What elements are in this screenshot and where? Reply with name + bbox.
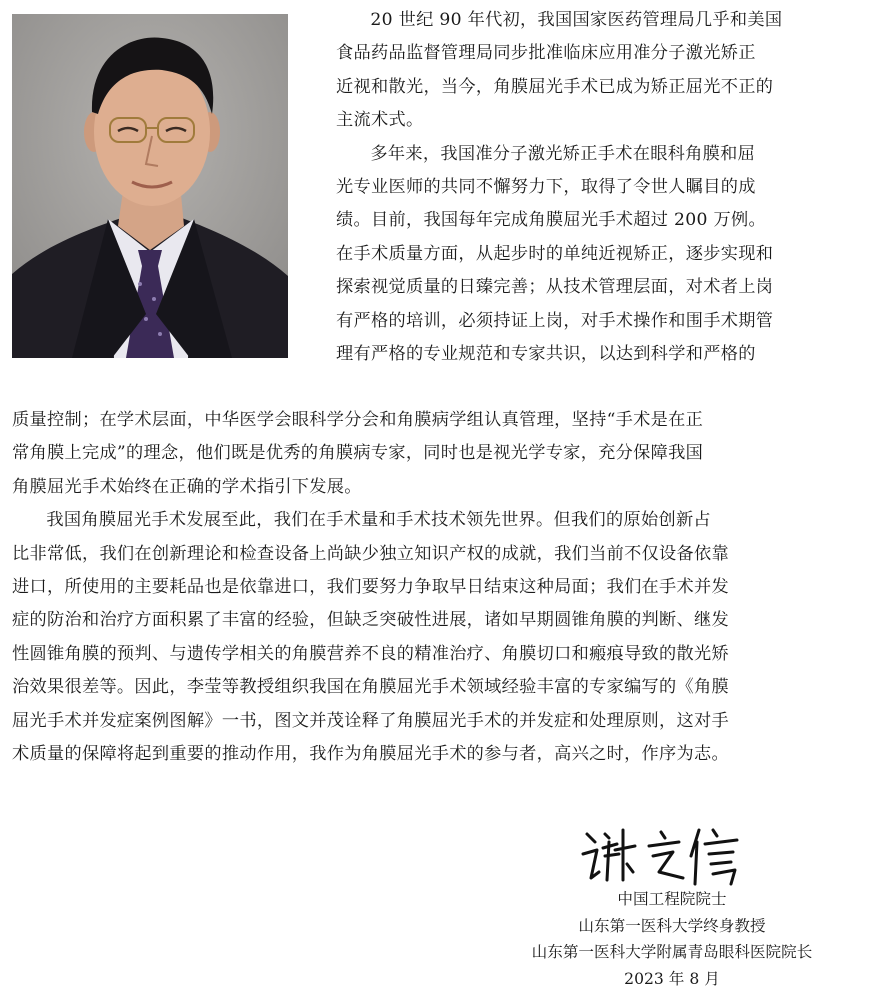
text-line: 症的防治和治疗方面积累了丰富的经验，但缺乏突破性进展，诸如早期圆锥角膜的判断、继发: [12, 610, 729, 631]
text-line: 多年来，我国准分子激光矫正手术在眼科角膜和屈: [370, 143, 756, 164]
text-line: 光专业医师的共同不懈努力下，取得了令世人瞩目的成: [336, 177, 756, 198]
text-line: 常角膜上完成”的理念，他们既是优秀的角膜病专家，同时也是视光学专家，充分保障我国: [12, 443, 704, 464]
text-line: 食品药品监督管理局同步批准临床应用准分子激光矫正: [336, 43, 756, 64]
paragraph-innovation: [12, 504, 868, 771]
author-credits: [470, 886, 874, 992]
text-line: 进口，所使用的主要耗品也是依靠进口，我们要努力争取早日结束这种局面；我们在手术并发: [12, 577, 729, 598]
text-line: 近视和散光，当今，角膜屈光手术已成为矫正屈光不正的: [336, 76, 774, 97]
text-line: 20 世纪 90 年代初，我国国家医药管理局几乎和美国: [370, 10, 783, 30]
text-line: 我国角膜屈光手术发展至此，我们在手术量和手术技术领先世界。但我们的原始创新占: [46, 510, 711, 531]
paragraph-progress: [336, 138, 868, 372]
text-line: 术质量的保障将起到重要的推动作用，我作为角膜屈光手术的参与者，高兴之时，作序为志。: [12, 744, 729, 765]
text-line: 比非常低，我们在创新理论和检查设备上尚缺少独立知识产权的成就，我们当前不仅设备依靠: [12, 543, 729, 564]
text-line: 主流术式。: [336, 110, 424, 131]
text-line: 质量控制；在学术层面，中华医学会眼科学分会和角膜病学组认真管理，坚持“手术是在正: [12, 410, 704, 430]
text-line: 在手术质量方面，从起步时的单纯近视矫正，逐步实现和: [336, 243, 774, 264]
handwritten-signature: [575, 820, 775, 890]
author-title-professor: 山东第一医科大学终身教授: [578, 916, 766, 935]
text-line: 绩。目前，我国每年完成角膜屈光手术超过 200 万例。: [336, 210, 766, 231]
text-line: 治效果很差等。因此，李莹等教授组织我国在角膜屈光手术领域经验丰富的专家编写的《角膜: [12, 677, 729, 698]
author-title-academician: 中国工程院院士: [617, 890, 727, 908]
paragraph-intro: [336, 4, 868, 138]
wrapped-text-column: [336, 4, 868, 371]
text-line: 屈光手术并发症案例图解》一书，图文并茂诠释了角膜屈光手术的并发症和处理原则，这对手: [12, 710, 729, 731]
portrait-icon: [12, 14, 288, 358]
preface-date: 2023 年 8 月: [624, 969, 720, 988]
text-line: 有严格的培训，必须持证上岗，对手术操作和围手术期管: [336, 310, 774, 331]
full-width-text: [12, 404, 868, 771]
text-line: 理有严格的专业规范和专家共识，以达到科学和严格的: [336, 344, 756, 365]
text-line: 探索视觉质量的日臻完善；从技术管理层面，对术者上岗: [336, 277, 774, 298]
author-title-president: 山东第一医科大学附属青岛眼科医院院长: [531, 943, 813, 962]
paragraph-progress-continued: [12, 404, 868, 504]
text-line: 角膜屈光手术始终在正确的学术指引下发展。: [12, 476, 362, 497]
signature-icon: [575, 820, 775, 890]
text-line: 性圆锥角膜的预判、与遗传学相关的角膜营养不良的精准治疗、角膜切口和瘢痕导致的散光矫: [12, 643, 729, 664]
portrait-photo: [12, 14, 288, 358]
